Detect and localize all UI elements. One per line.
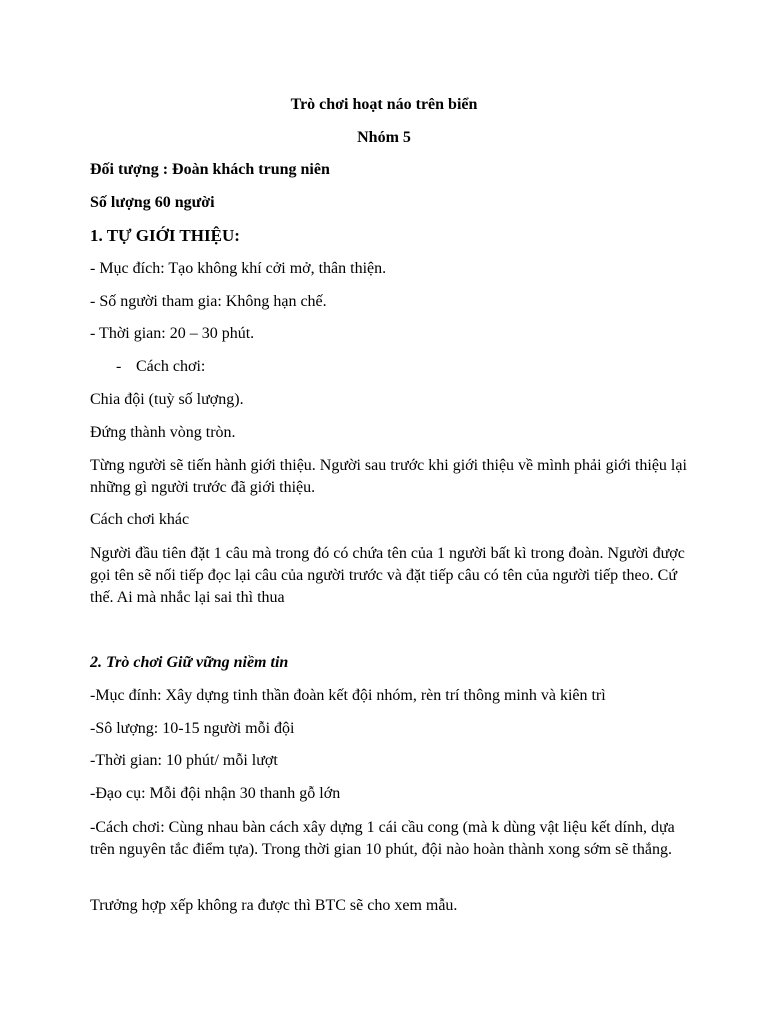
how-to-play-label: Cách chơi: [136,358,206,375]
quantity-line: Số lượng 60 người [90,194,215,211]
bullet-dash: - [116,358,122,375]
group-label: Nhóm 5 [357,129,411,146]
section1-alt-heading: Cách chơi khác [90,511,190,528]
section1-step2: Đứng thành vòng tròn. [90,424,236,441]
section1-step1: Chia đội (tuỳ số lượng). [90,391,244,408]
section2-how-to-play: -Cách chơi: Cùng nhau bàn cách xây dựng 1 cái cầu cong (mà k dùng vật liệu kết dính, dựa trên nguyên tắc điểm tựa). Trong thời gian 10 phút, đội nào hoàn thành xong sớm sẽ thắng. [90,819,675,858]
section1-step3: Từng người sẽ tiến hành giới thiệu. Người sau trước khi giới thiệu về mình phải giới thiệu lại những gì người trước đã giới thiệu. [90,457,687,496]
section2-time: -Thời gian: 10 phút/ mỗi lượt [90,752,278,769]
section2-fallback: Trưởng hợp xếp không ra được thì BTC sẽ cho xem mẫu. [90,897,458,914]
section1-participants: - Số người tham gia: Không hạn chế. [90,293,327,310]
section2-heading: 2. Trò chơi Giữ vững niềm tin [90,654,289,671]
section2-purpose: -Mục đính: Xây dựng tinh thần đoàn kết đội nhóm, rèn trí thông minh và kiên trì [90,687,606,704]
section2-quantity: -Sô lượng: 10-15 người mỗi đội [90,720,295,737]
section1-time: - Thời gian: 20 – 30 phút. [90,325,255,342]
section1-purpose: - Mục đích: Tạo không khí cởi mở, thân thiện. [90,260,387,277]
section1-alt-desc: Người đầu tiên đặt 1 câu mà trong đó có chứa tên của 1 người bất kì trong đoàn. Người được gọi tên sẽ nối tiếp đọc lại câu của người trước và đặt tiếp câu có tên của người tiếp theo. Cứ thế. Ai mà nhắc lại sai thì thua [90,545,685,606]
audience-line: Đối tượng : Đoàn khách trung niên [90,161,330,178]
document-title: Trò chơi hoạt náo trên biển [290,96,478,113]
section2-props: -Đạo cụ: Mỗi đội nhận 30 thanh gỗ lớn [90,785,341,802]
section1-heading: 1. TỰ GIỚI THIỆU: [90,226,240,245]
section1-how-to-play [116,356,205,378]
